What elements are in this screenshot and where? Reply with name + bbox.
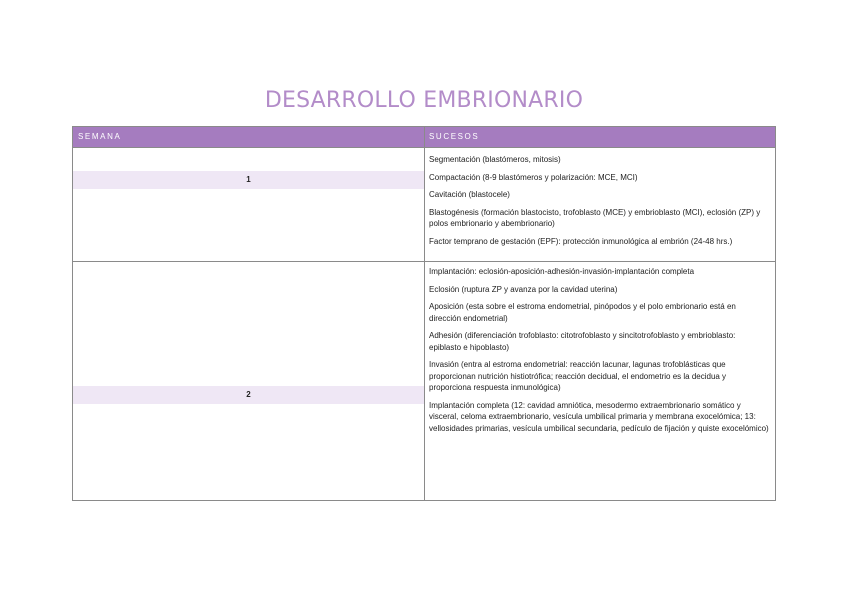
header-events: SUCESOS — [429, 132, 480, 141]
page-title: DESARROLLO EMBRIONARIO — [264, 88, 584, 113]
event-item: Cavitación (blastocele) — [429, 190, 510, 199]
event-item: Eclosión (ruptura ZP y avanza por la cavidad uterina) — [429, 284, 618, 294]
header-week: SEMANA — [78, 132, 122, 141]
event-item: Invasión (entra al estroma endometrial: reacción lacunar, lagunas trofoblásticas que proporcionan nutrición histiotrófica; reacción decidual, el endometrio es la decidua y proporciona respuesta inmunológica) — [429, 360, 727, 392]
event-item: Blastogénesis (formación blastocisto, trofoblasto (MCE) y embrioblasto (MCI), eclosión (ZP) y polos embrionario y abembrionario) — [429, 207, 761, 228]
event-item: Implantación completa (12: cavidad amniótica, mesodermo extraembrionario somático y visceral, celoma extraembrionario, vesícula umbilical primaria y membrana exocelómica; 13: vellosidades primarias, vesícula umbilical secundaria, pedículo de fijación y quiste exocelómico) — [429, 400, 769, 433]
row-divider — [73, 261, 775, 262]
event-item: Compactación (8-9 blastómeros y polarización: MCE, MCI) — [429, 172, 638, 182]
column-divider — [424, 127, 425, 500]
week-2-label: 2 — [246, 390, 251, 399]
embryo-development-table — [72, 126, 776, 501]
week-1-events — [429, 154, 769, 253]
week-1-label: 1 — [246, 175, 251, 184]
event-item: Aposición (esta sobre el estroma endometrial, pinópodos y el polo embrionario está en dirección endometrial) — [429, 302, 736, 323]
week-2-events — [429, 266, 769, 440]
event-item: Segmentación (blastómeros, mitosis) — [429, 155, 561, 164]
event-item: Implantación: eclosión-aposición-adhesión-invasión-implantación completa — [429, 267, 695, 276]
event-item: Factor temprano de gestación (EPF): protección inmunológica al embrión (24-48 hrs.) — [429, 236, 733, 246]
event-item: Adhesión (diferenciación trofoblasto: citotrofoblasto y sincitotrofoblasto y embrioblasto: epiblasto e hipoblasto) — [429, 331, 736, 352]
